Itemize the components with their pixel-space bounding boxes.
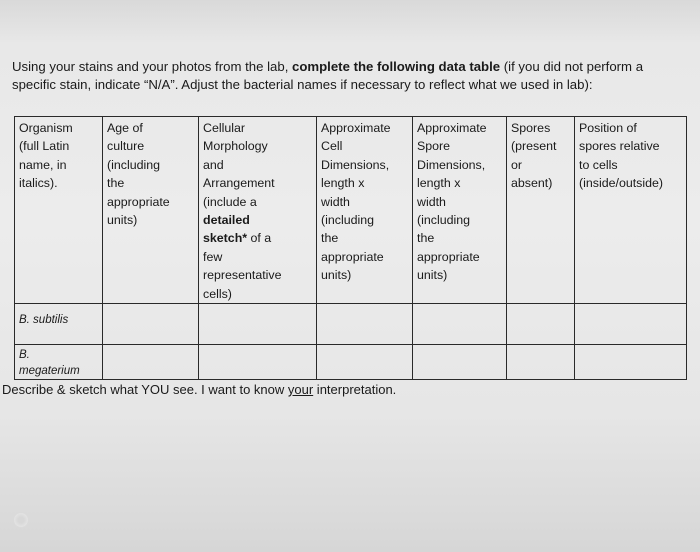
header-line: the <box>321 231 339 246</box>
header-line: appropriate <box>321 249 384 264</box>
header-morphology <box>199 117 317 304</box>
header-line: spores relative <box>579 139 660 154</box>
header-line: (full Latin <box>19 139 70 154</box>
header-spore-dimensions <box>413 117 507 304</box>
header-line: Dimensions, <box>321 157 390 172</box>
header-line: few <box>203 249 223 264</box>
header-line: (inside/outside) <box>579 176 664 191</box>
header-line: cells) <box>203 286 232 301</box>
header-line: (include a <box>203 194 257 209</box>
header-line: culture <box>107 139 145 154</box>
header-line-tail: of a <box>247 231 272 246</box>
instructions-paragraph <box>12 58 688 94</box>
header-spore-position <box>575 117 687 304</box>
header-age <box>103 117 199 304</box>
header-line: (including <box>417 213 471 228</box>
footer-underlined: your <box>287 382 314 397</box>
empty-cell[interactable] <box>317 304 413 345</box>
header-line: italics). <box>19 176 58 191</box>
header-line: Dimensions, <box>417 157 486 172</box>
organism-cell <box>15 304 103 345</box>
header-line: absent) <box>511 176 553 191</box>
header-line: appropriate <box>107 194 170 209</box>
header-line: Age of <box>107 121 143 135</box>
empty-cell[interactable] <box>575 345 687 380</box>
header-line: Cell <box>321 139 343 154</box>
header-line: width <box>417 194 446 209</box>
header-line: and <box>203 157 224 172</box>
empty-cell[interactable] <box>413 345 507 380</box>
organism-name: megaterium <box>19 365 80 378</box>
organism-cell <box>15 345 103 380</box>
header-cell-dimensions <box>317 117 413 304</box>
header-line: Morphology <box>203 139 268 154</box>
header-line: or <box>511 157 523 172</box>
header-line: Arrangement <box>203 176 275 191</box>
header-line: (including <box>107 157 161 172</box>
empty-cell[interactable] <box>575 304 687 345</box>
header-line: to cells <box>579 157 618 172</box>
header-line: units) <box>107 213 138 228</box>
header-line: Organism <box>19 121 73 135</box>
header-organism <box>15 117 103 304</box>
header-line: units) <box>321 268 352 283</box>
header-line: Spore <box>417 139 451 154</box>
header-line: units) <box>417 268 448 283</box>
header-line: appropriate <box>417 249 480 264</box>
header-line: the <box>417 231 435 246</box>
data-table <box>14 116 687 380</box>
empty-cell[interactable] <box>317 345 413 380</box>
empty-cell[interactable] <box>413 304 507 345</box>
organism-name: B. <box>19 349 30 362</box>
header-line: Approximate <box>417 121 487 135</box>
empty-cell[interactable] <box>199 345 317 380</box>
table-row <box>15 304 687 345</box>
header-row <box>15 117 687 304</box>
header-line: Approximate <box>321 121 391 135</box>
footer-text-2: interpretation. <box>313 382 397 397</box>
header-line <box>203 229 312 247</box>
table-row <box>15 345 687 380</box>
empty-cell[interactable] <box>199 304 317 345</box>
header-line: width <box>321 194 350 209</box>
footer-text-1: Describe & sketch what YOU see. I want to know <box>2 382 288 397</box>
instructions-text-2: (if you did not perform a specific stain, indicate “N/A”. Adjust the bacterial names if necessary to reflect what we used in lab): <box>12 59 644 92</box>
instructions-text-1: Using your stains and your photos from the lab, <box>12 59 293 74</box>
header-line: Cellular <box>203 121 246 135</box>
header-line: length x <box>417 176 461 191</box>
sketch-bold: sketch* <box>203 231 248 246</box>
empty-cell[interactable] <box>507 304 575 345</box>
header-line: representative <box>203 268 282 283</box>
header-line: Spores <box>511 121 551 135</box>
header-line: (present <box>511 139 557 154</box>
header-line: name, in <box>19 157 67 172</box>
header-line: length x <box>321 176 365 191</box>
header-line-bold: detailed <box>203 213 250 228</box>
empty-cell[interactable] <box>103 304 199 345</box>
header-spores <box>507 117 575 304</box>
page-smudge-mark <box>13 512 29 528</box>
footer-note <box>2 381 396 399</box>
empty-cell[interactable] <box>507 345 575 380</box>
header-line: (including <box>321 213 375 228</box>
organism-name: B. subtilis <box>19 314 69 327</box>
empty-cell[interactable] <box>103 345 199 380</box>
header-line: the <box>107 176 125 191</box>
instructions-bold-text: complete the following data table <box>292 59 501 74</box>
header-line: Position of <box>579 121 637 135</box>
